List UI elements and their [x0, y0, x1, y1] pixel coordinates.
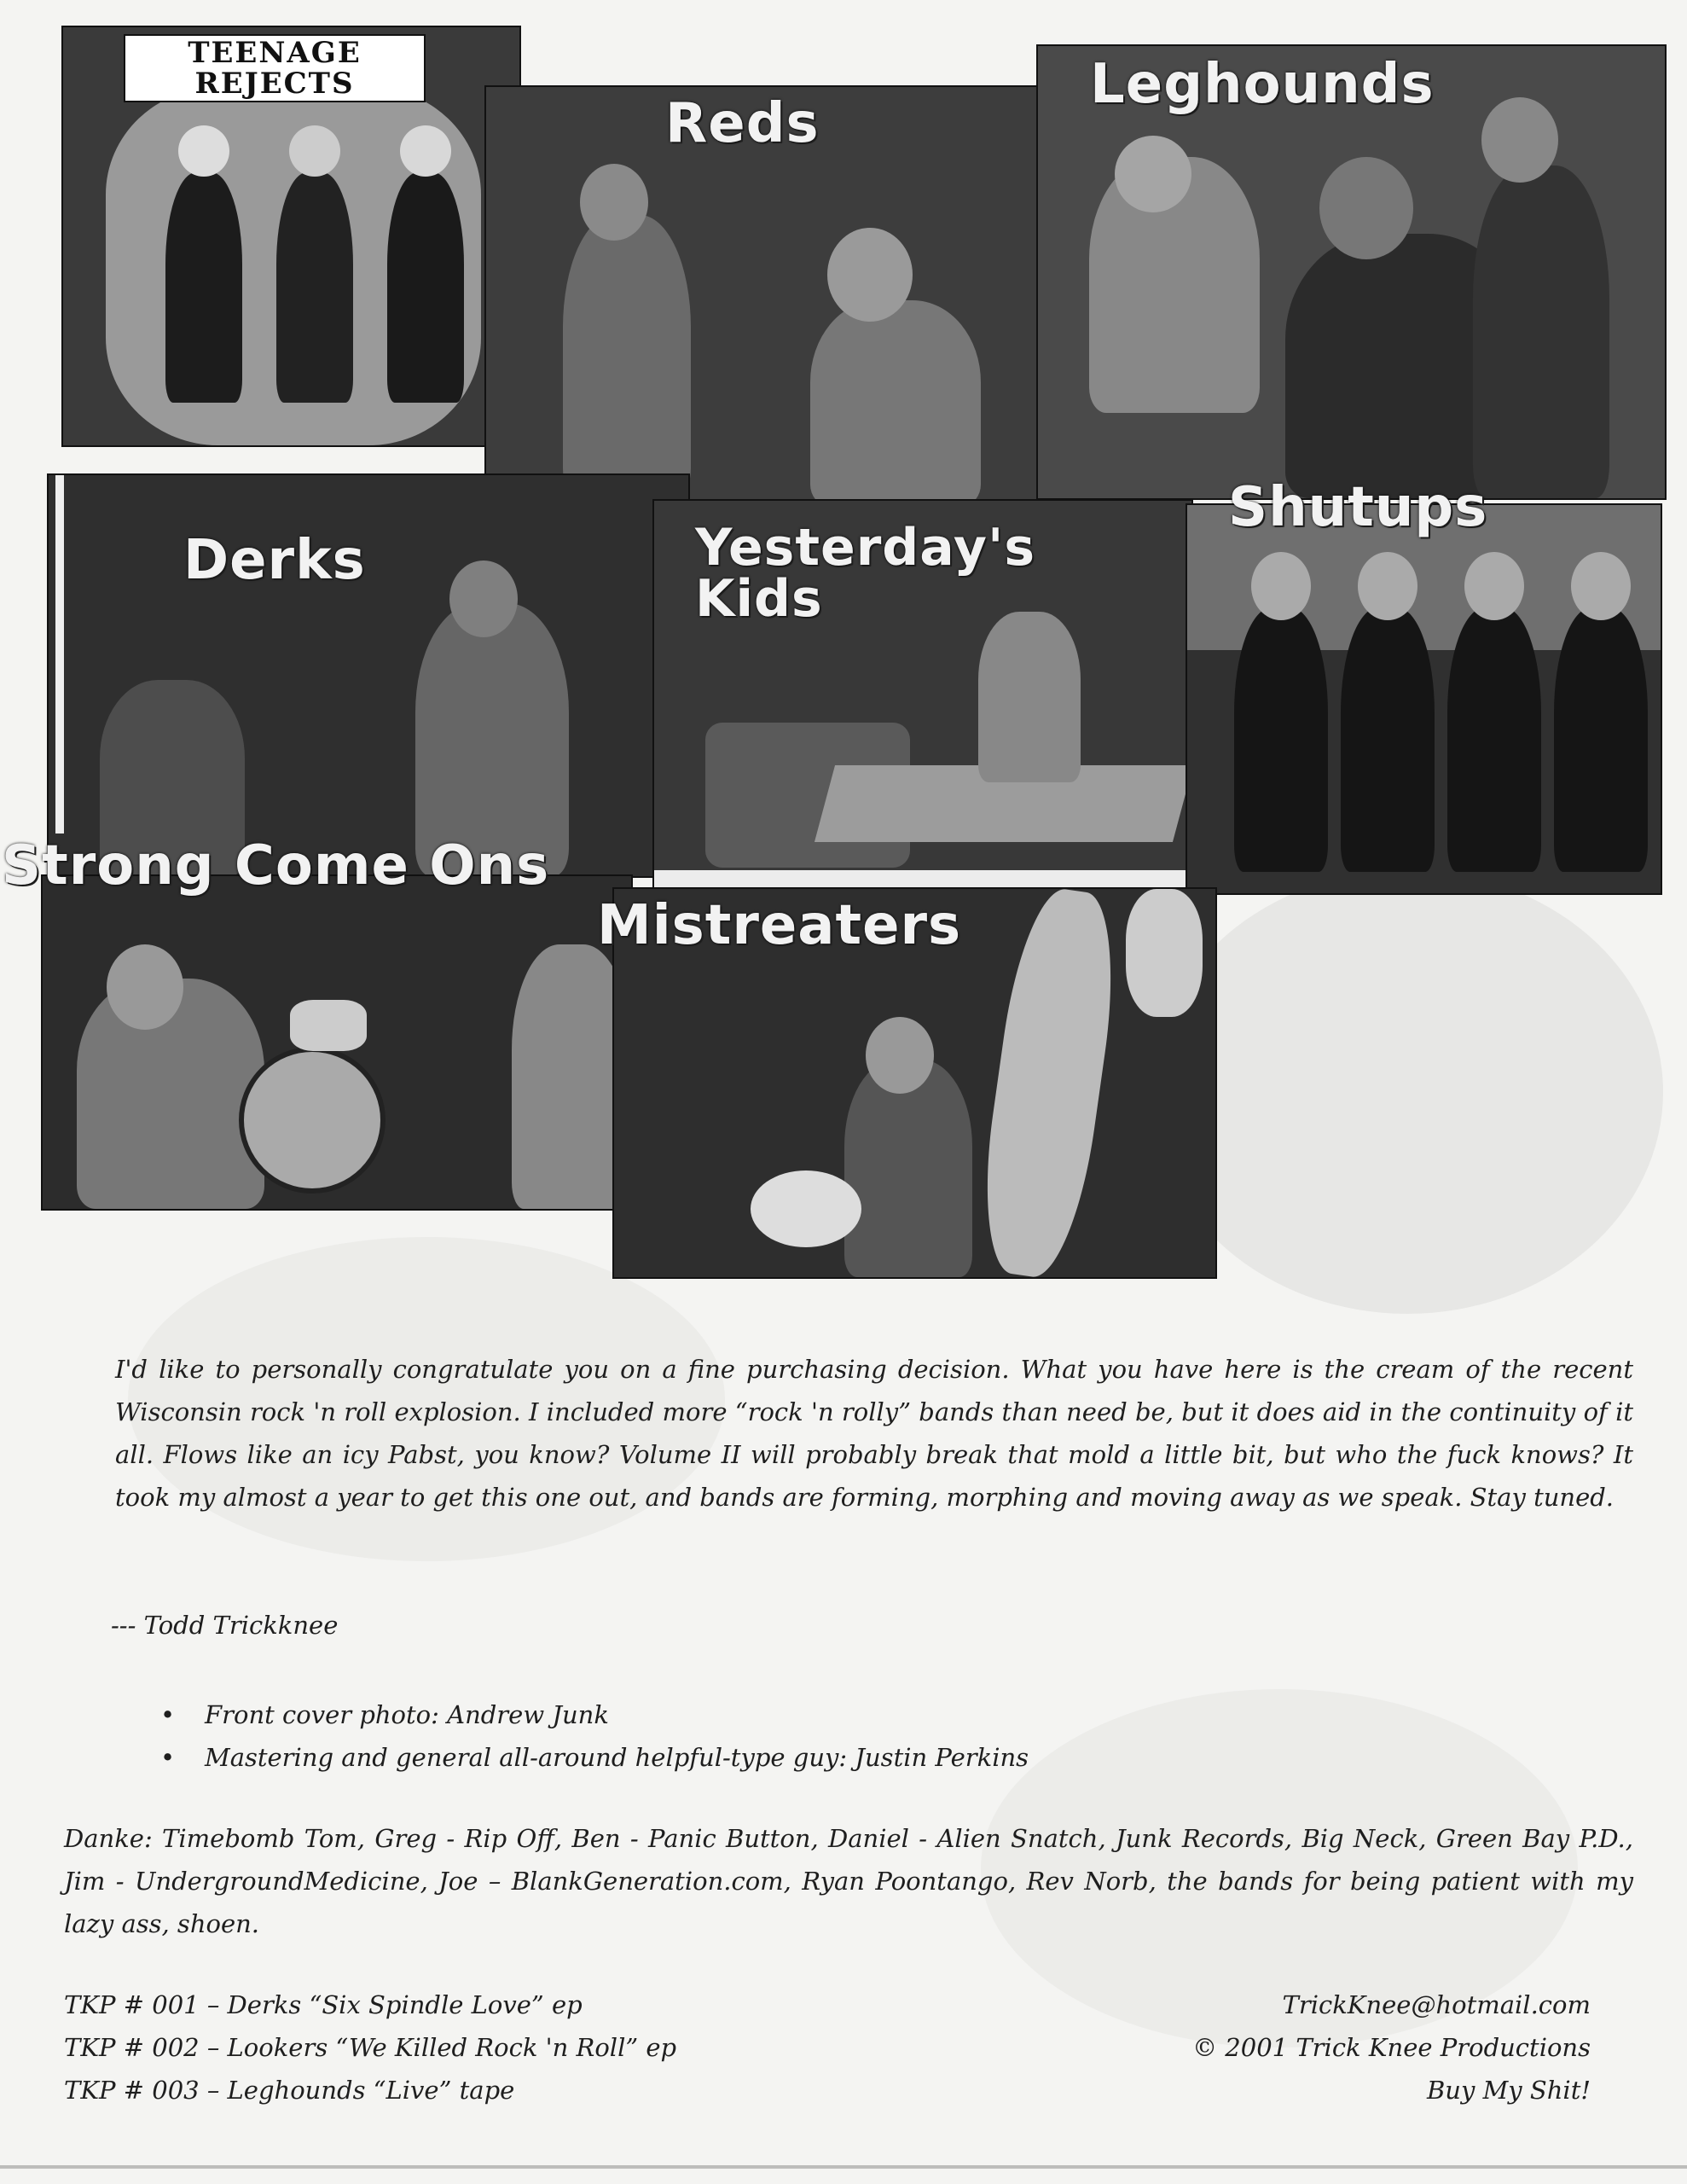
photo-strong-come-ons	[41, 874, 633, 1211]
contact-block	[981, 1984, 1591, 2111]
label-mistreaters: Mistreaters	[597, 894, 962, 957]
credits-list	[154, 1693, 1433, 1779]
page-bottom-edge	[0, 2165, 1687, 2169]
label-strong-come-ons: Strong Come Ons	[2, 834, 550, 897]
release-item: TKP # 002 – Lookers “We Killed Rock 'n Roll” ep	[64, 2033, 677, 2062]
photo-derks	[47, 473, 690, 878]
credit-item: • Mastering and general all-around helpful-type guy: Justin Perkins	[154, 1736, 1433, 1779]
label-yesterdays-kids: Yesterday's Kids	[695, 518, 1036, 629]
release-item: TKP # 003 – Leghounds “Live” tape	[64, 2076, 515, 2105]
credit-item: • Front cover photo: Andrew Junk	[154, 1693, 1433, 1736]
releases-list	[64, 1984, 917, 2111]
intro-paragraph: I'd like to personally congratulate you on a fine purchasing decision. What you have here is the cream of the recent Wisconsin rock 'n roll explosion. I included more “rock 'n rolly” bands than need be, but it does aid in the continuity of it all. Flows like an icy Pabst, you know? Volume II will probably break that mold a little bit, but who the fuck knows? It took my almost a year to get this one out, and bands are forming, morphing and moving away as we speak. Stay tuned.	[115, 1355, 1633, 1512]
bleed-through-shape	[1151, 870, 1663, 1314]
release-item: TKP # 001 – Derks “Six Spindle Love” ep	[64, 1990, 583, 2019]
label-derks: Derks	[183, 529, 366, 592]
signature: --- Todd Trickknee	[111, 1611, 339, 1640]
label-leghounds: Leghounds	[1090, 53, 1435, 116]
tagline: Buy My Shit!	[1426, 2076, 1591, 2105]
photo-shutups	[1186, 503, 1662, 895]
label-reds: Reds	[665, 92, 820, 155]
label-shutups: Shutups	[1228, 476, 1488, 539]
copyright: © 2001 Trick Knee Productions	[1192, 2033, 1591, 2062]
contact-email: TrickKnee@hotmail.com	[1282, 1990, 1591, 2019]
teenage-rejects-logo: TEENAGE REJECTS	[124, 34, 426, 102]
thanks-paragraph: Danke: Timebomb Tom, Greg - Rip Off, Ben - Panic Button, Daniel - Alien Snatch, Junk Records, Big Neck, Green Bay P.D., Jim - UndergroundMedicine, Joe – BlankGeneration.com, Ryan Poontango, Rev Norb, the bands for being patient with my lazy ass, shoen.	[64, 1824, 1633, 1938]
